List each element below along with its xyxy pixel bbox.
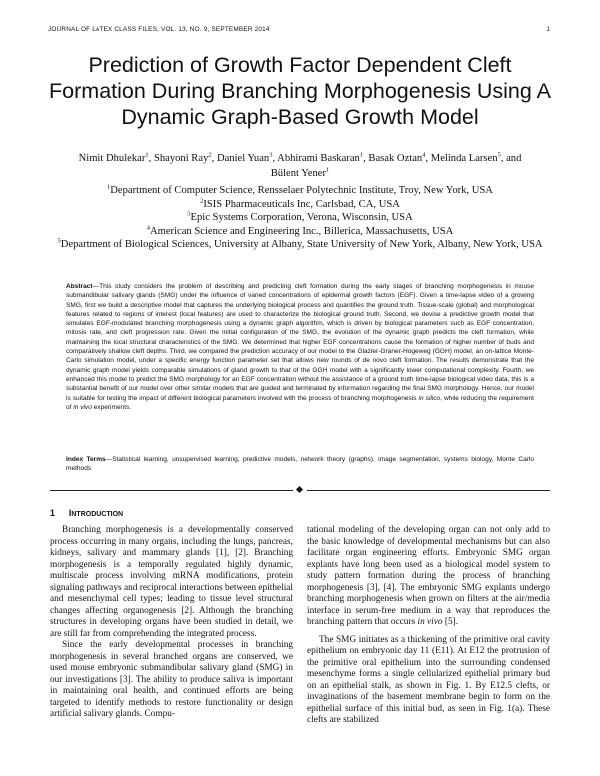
affiliation-list xyxy=(40,184,560,252)
paragraph: tational modeling of the developing organ can not only add to the basic knowledge of developmental mechanisms but can also facilitate organ engineering efforts. Embryonic SMG organ explants have long been used as a biological model system to study pattern formation during the process of branching morphogenesis [3], [4]. The embryonic SMG explants undergo branching morphogenesis when grown on filters at the air/media interface in serum-free medium in a way that reproduces the branching pattern that occurs in vivo [5]. xyxy=(307,525,550,627)
paragraph: The SMG initiates as a thickening of the primitive oral cavity epithelium on embryonic day 11 (E11). At E12 the protrusion of the primitive oral epithelium into the surrounding condensed mesenchyme forms a single cellularized epithelial primary bud on an epithelial stalk, as shown in Fig. 1. By E12.5 clefts, or invaginations of the basement membrane begin to form on the epithelial surface of this initial bud, as seen in Fig. 1(a). These clefts are stabilized xyxy=(307,634,550,725)
paragraph: Branching morphogenesis is a developmentally conserved process occurring in many organs, including the lungs, pancreas, kidneys, salivary and mammary glands [1], [2]. Branching morphogenesis is a temporally regulated highly dynamic, multiscale process involving mRNA modifications, protein signaling pathways and reciprocal interactions between epithelial and mesenchymal cell types; leading to tissue level structural changes affecting organogenesis [2]. Although the branching structures in developing organs have been studied in detail, we are still far from comprehending the integrated process. xyxy=(50,525,293,639)
body-column-left xyxy=(50,525,293,721)
separator-line-left xyxy=(50,490,293,491)
diamond-icon xyxy=(296,486,303,493)
author: Basak Oztan$^4$, xyxy=(368,151,431,164)
affiliation: $^5$Department of Biological Sciences, University at Albany, State University of New York, Albany, New York, USA xyxy=(57,237,543,250)
affiliation: $^1$Department of Computer Science, Rensselaer Polytechnic Institute, Troy, New York, USA xyxy=(107,183,493,196)
affiliation: $^2$ISIS Pharmaceuticals Inc, Carlsbad, CA, USA xyxy=(200,196,400,210)
author: Abhirami Baskaran$^1$, xyxy=(277,151,369,164)
paragraph: Since the early developmental processes in branching morphogenesis in several branched organs are conserved, we used mouse embryonic submandibular salivary gland (SMG) in our investigations [3]. The ability to produce saliva is important in maintaining oral health, and continued efforts are being targeted to identify methods to restore functionality or design artificial salivary glands. Compu- xyxy=(50,640,293,719)
affiliation: $^3$Epic Systems Corporation, Verona, Wisconsin, USA xyxy=(187,210,413,223)
journal-header: JOURNAL OF LᴀTEX CLASS FILES, VOL. 13, NO. 9, SEPTEMBER 2014 xyxy=(48,26,270,33)
page-number: 1 xyxy=(546,26,550,33)
body-column-right xyxy=(307,525,550,727)
section-heading: 1 INTRODUCTION xyxy=(50,508,124,518)
separator-line-right xyxy=(307,490,550,491)
index-terms-label: Index Terms xyxy=(66,456,106,463)
author-list xyxy=(40,151,560,181)
author: Shayoni Ray$^2$, xyxy=(153,151,217,164)
paper-title: Prediction of Growth Factor Dependent Cleft Formation During Branching Morphogenesis Using A Dynamic Graph-Based Growth Model xyxy=(49,53,551,129)
abstract-label: Abstract xyxy=(66,283,93,290)
affiliation: $^4$American Science and Engineering Inc., Billerica, Massachusetts, USA xyxy=(146,223,454,237)
author: Melinda Larsen$^5$, and xyxy=(430,151,522,164)
index-terms: Index Terms—Statistical learning, unsupervised learning, predictive models, network theory (graphs), image segmentation, systems biology, Monte Carlo methods xyxy=(66,456,534,473)
author: Nimit Dhulekar$^1$, xyxy=(78,151,154,164)
section-separator xyxy=(50,486,550,496)
author: Daniel Yuan$^3$, xyxy=(216,151,278,164)
author: Bülent Yener$^1$ xyxy=(270,166,330,179)
abstract: Abstract—This study considers the problem of describing and predicting cleft formation during the early stages of branching morphogenesis in mouse submandibular salivary glands (SMG) under the influence of varied concentrations of epidermal growth factors (EGF). Given a time-lapse video of a growing SMG, first we build a descriptive model that captures the underlying biological process and quantifies the ground truth. Tissue-scale (global) and morphological features related to regions of interest (local features) are used to characterize the biological ground truth. Second, we devise a predictive growth model that simulates EGF-modulated branching morphogenesis using a dynamic graph algorithm, which is driven by biological parameters such as EGF concentration, mitosis rate, and cleft progression rate. Given the initial configuration of the SMG, the evolution of the dynamic graph predicts the cleft formation, while maintaining the local structural characteristics of the SMG. We determined that higher EGF concentrations cause the formation of higher number of buds and comparatively shallow cleft depths. Third, we compared the prediction accuracy of our model to the Glazier-Graner-Hogeweg (GGH) model, an on-lattice Monte-Carlo simulation model, under a specific energy function parameter set that allows new rounds of de novo cleft formation. The results demonstrate that the dynamic graph model yields comparable simulations of gland growth to that of the GGH model with a significantly lower computational complexity. Fourth, we enhanced this model to predict the SMG morphology for an EGF concentration without the assistance of a ground truth time-lapse biological video data; this is a substantial benefit of our model over other similar models that are guided and terminated by information regarding the final SMG morphology. Hence, our model is suitable for testing the impact of different biological parameters involved with the process of branching morphogenesis in silico, while reducing the requirement of in vivo experiments. xyxy=(66,283,534,411)
